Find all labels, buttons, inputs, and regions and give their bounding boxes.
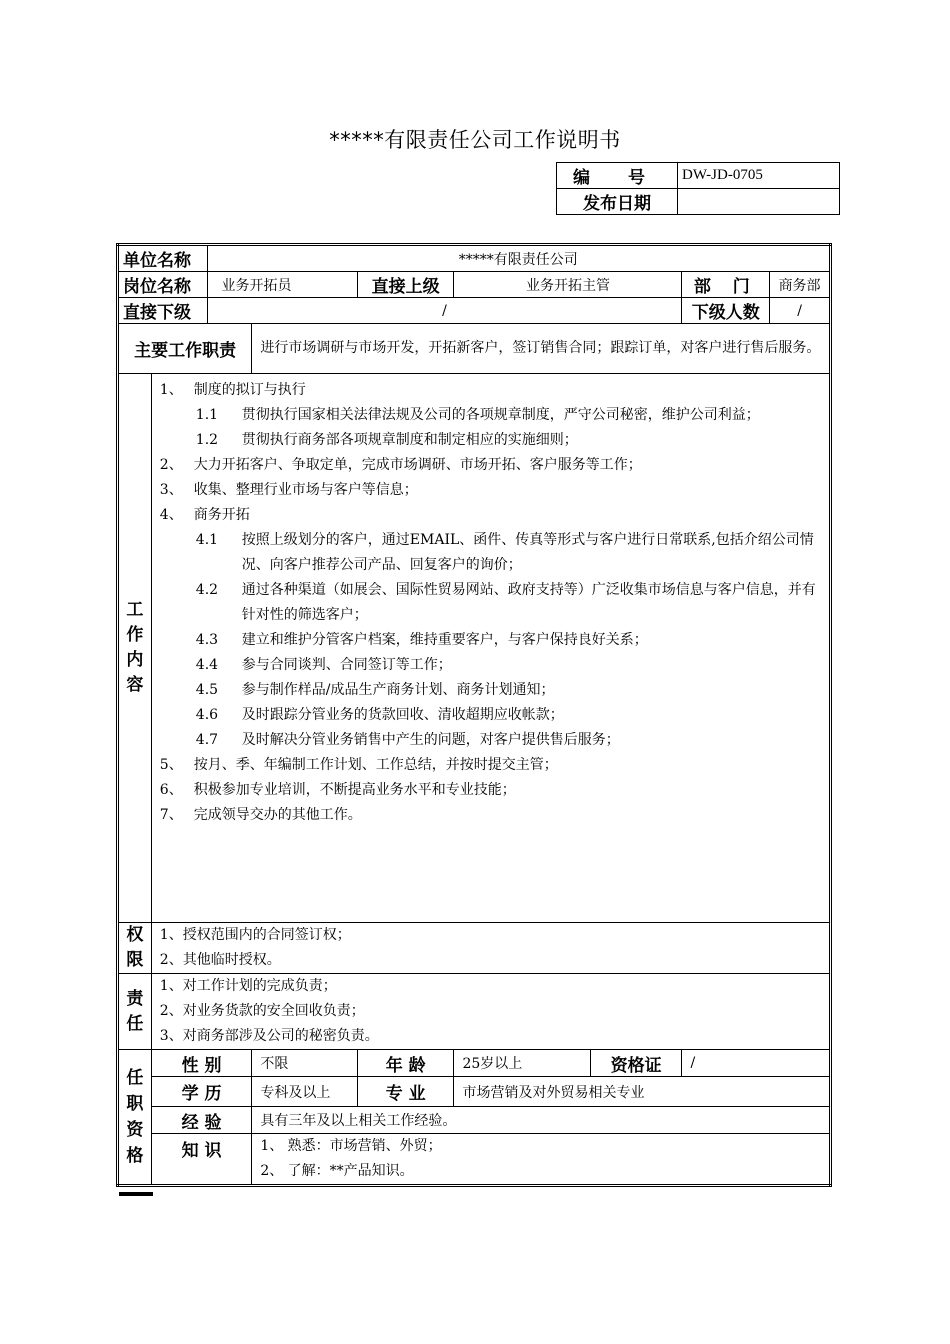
job-description-table	[116, 243, 832, 1187]
list-item: 1.1 贯彻执行国家相关法律法规及公司的各项规章制度，严守公司秘密，维护公司利益；	[195, 407, 760, 423]
date-label: 发布日期	[557, 189, 678, 215]
list-item: 1、 熟悉：市场营销、外贸；	[260, 1138, 442, 1154]
superior-label: 直接上级	[357, 272, 454, 298]
experience-label: 经 验	[151, 1107, 252, 1134]
list-item: 4.7 及时解决分管业务销售中产生的问题，对客户提供售后服务；	[195, 732, 620, 748]
list-item: 2、其他临时授权。	[159, 952, 281, 968]
major-label: 专 业	[357, 1077, 454, 1107]
qualification-label: 任 职 资 格	[118, 1050, 152, 1186]
main-duty-value: 进行市场调研与市场开发，开拓新客户，签订销售合同；跟踪订单，对客户进行售后服务。	[252, 324, 831, 374]
list-item: 2、 大力开拓客户、争取定单，完成市场调研、市场开拓、客户服务等工作；	[159, 457, 642, 473]
knowledge-list	[252, 1134, 831, 1186]
post-name-value: 业务开拓员	[207, 272, 357, 298]
list-item: 4.3 建立和维护分管客户档案，维持重要客户，与客户保持良好关系；	[195, 632, 648, 648]
education-value: 专科及以上	[252, 1077, 358, 1107]
list-item: 3、对商务部涉及公司的秘密负责。	[159, 1028, 379, 1044]
work-content-list	[151, 374, 830, 923]
knowledge-label: 知 识	[151, 1134, 252, 1186]
list-item: 2、 了解：**产品知识。	[260, 1163, 414, 1179]
number-label: 编 号	[557, 163, 678, 189]
authority-list	[151, 923, 830, 974]
responsibility-list	[151, 974, 830, 1050]
number-value: DW-JD-0705	[678, 163, 840, 189]
major-value: 市场营销及对外贸易相关专业	[454, 1077, 831, 1107]
list-item: 1.2 贯彻执行商务部各项规章制度和制定相应的实施细则；	[195, 432, 578, 448]
experience-value: 具有三年及以上相关工作经验。	[252, 1107, 831, 1134]
list-item: 4.4 参与合同谈判、合同签订等工作；	[195, 657, 452, 673]
post-name-label: 岗位名称	[118, 272, 208, 298]
list-item: 1、授权范围内的合同签订权；	[159, 927, 351, 943]
list-item: 4、 商务开拓	[159, 507, 250, 523]
subordinate-value: /	[207, 298, 682, 324]
list-item: 2、对业务货款的安全回收负责；	[159, 1003, 365, 1019]
subordinate-count-label: 下级人数	[682, 298, 770, 324]
subordinate-count-value: /	[770, 298, 831, 324]
unit-name-value: *****有限责任公司	[207, 245, 830, 272]
list-item: 1、 制度的拟订与执行	[159, 382, 306, 398]
gender-label: 性 别	[151, 1050, 252, 1077]
list-item: 4.6 及时跟踪分管业务的货款回收、清收超期应收帐款；	[195, 707, 564, 723]
list-item: 4.5 参与制作样品/成品生产商务计划、商务计划通知；	[195, 682, 555, 698]
education-label: 学 历	[151, 1077, 252, 1107]
subordinate-label: 直接下级	[118, 298, 208, 324]
department-value: 商务部	[770, 272, 831, 298]
responsibility-label: 责 任	[118, 974, 152, 1050]
work-content-label: 工 作 内 容	[118, 374, 152, 923]
list-item: 1、对工作计划的完成负责；	[159, 978, 337, 994]
list-item: 4.1 按照上级划分的客户，通过EMAIL、函件、传真等形式与客户进行日常联系,包括介绍公司情况、向客户推荐公司产品、回复客户的询价；	[195, 532, 814, 573]
document-meta-table	[556, 162, 840, 215]
list-item: 3、 收集、整理行业市场与客户等信息；	[159, 482, 418, 498]
gender-value: 不限	[252, 1050, 358, 1077]
date-value	[678, 189, 840, 215]
table-end-bar	[119, 1192, 153, 1196]
list-item: 6、 积极参加专业培训，不断提高业务水平和专业技能；	[159, 782, 516, 798]
certificate-value: /	[682, 1050, 831, 1077]
age-label: 年 龄	[357, 1050, 454, 1077]
document-title: *****有限责任公司工作说明书	[329, 128, 621, 152]
age-value: 25岁以上	[454, 1050, 590, 1077]
superior-value: 业务开拓主管	[454, 272, 682, 298]
department-label: 部 门	[682, 272, 770, 298]
unit-name-label: 单位名称	[118, 245, 208, 272]
main-duty-label: 主要工作职责	[118, 324, 252, 374]
certificate-label: 资格证	[590, 1050, 682, 1077]
list-item: 5、 按月、季、年编制工作计划、工作总结，并按时提交主管；	[159, 757, 558, 773]
list-item: 4.2 通过各种渠道（如展会、国际性贸易网站、政府支持等）广泛收集市场信息与客户信息，并有针对性的筛选客户；	[195, 582, 816, 623]
authority-label: 权 限	[118, 923, 152, 974]
list-item: 7、 完成领导交办的其他工作。	[159, 807, 362, 823]
